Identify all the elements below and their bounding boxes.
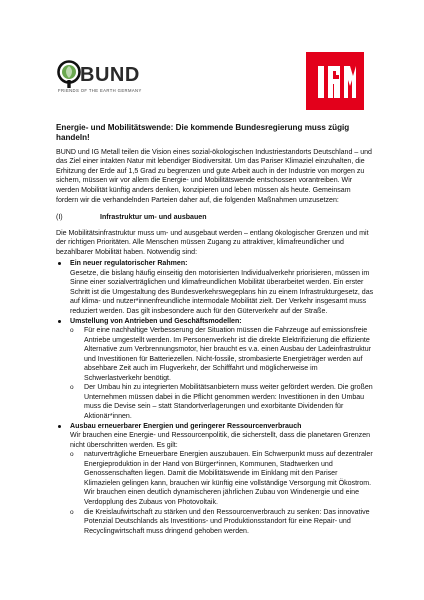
document-body bbox=[56, 123, 374, 536]
list-item bbox=[56, 422, 374, 537]
list-item bbox=[56, 317, 374, 422]
sub-list-item: o die Kreislaufwirtschaft zu stärken und den Ressourcenverbrauch zu senken: Das innovative Potenzial Deutschlands als Investitions- und Produktionsstandort für eine Repair- und Recyclingwirtschaft muss dringend gehoben werden. bbox=[70, 508, 374, 537]
section-heading bbox=[56, 213, 374, 223]
sub-list bbox=[70, 450, 374, 536]
bund-wordmark: BUND bbox=[80, 64, 140, 86]
bullet-heading: Ein neuer regulatorischer Rahmen: bbox=[70, 260, 188, 268]
demands-list bbox=[56, 259, 374, 536]
document-title: Energie- und Mobilitätswende: Die kommende Bundesregierung muss zügig handeln! bbox=[56, 123, 350, 143]
intro-paragraph: BUND und IG Metall teilen die Vision eines sozial-ökologischen Industriestandorts Deutschland – und das Ziel einer intakten Natur mit lebendiger Biodiversität. Um das Pariser Klimaziel einzuhalten, die Erhitzung der Erde auf 1,5 Grad zu begrenzen und gute Arbeit auch in der Industrie von morgen zu sichern, müssen wir vor allem die Energie- und Mobilitätswende entschossen vorantreiben. Wir werden Mobilität künftig anders denken, konzipieren und leben müssen als heute. Gemeinsam fordern wir die verhandelnden Parteien daher auf, die folgenden Maßnahmen umzusetzen: bbox=[56, 148, 372, 204]
bund-logo bbox=[56, 56, 166, 102]
ig-metall-logo bbox=[306, 52, 364, 110]
bund-tagline: FRIENDS OF THE EARTH GERMANY bbox=[58, 88, 142, 93]
section-number: (I) bbox=[56, 214, 63, 222]
bullet-heading: Umstellung von Antrieben und Geschäftsmodellen: bbox=[70, 317, 242, 325]
bullet-heading: Ausbau erneuerbarer Energien und geringerer Ressourcenverbrauch bbox=[70, 422, 302, 430]
bund-leaf-icon bbox=[56, 60, 82, 90]
bullet-text: Gesetze, die bislang häufig einseitig den motorisierten Individualverkehr priorisieren, müssen im Sinne einer sozialverträglichen und klimafreundlichen Mobilität überarbeitet werden. Ein erster Schritt ist die Umgestaltung des Bundesverkehrswegeplans hin zu einem Infrastrukturgesetz, das auf klima- und nutzer*innenfreundliche intermodale Mobilität zielt. Der Verkehr insgesamt muss reduziert werden. Das gilt insbesondere auch für den Güterverkehr auf der Straße. bbox=[70, 269, 374, 316]
sub-list-item: o naturverträgliche Erneuerbare Energien auszubauen. Ein Schwerpunkt muss auf dezentraler Energieproduktion in der Hand von Bürger*innen, Kommunen, Stadtwerken und Genossenschaften liegen. Damit die Mobilitätswende im Einklang mit den Pariser Klimazielen gelingen kann, brauchen wir künftig eine vollständige Versorgung mit Ökostrom. Wir brauchen einen deutlich dynamischeren jährlichen Zubau von Windenergie und eine Verdopplung des Zubaus von Photovoltaik. bbox=[70, 450, 374, 507]
ig-metall-logo-icon bbox=[306, 52, 364, 110]
list-item bbox=[56, 259, 374, 316]
section-title: Infrastruktur um- und ausbauen bbox=[100, 214, 207, 222]
sub-list bbox=[70, 326, 374, 421]
bullet-text: Wir brauchen eine Energie- und Ressourcenpolitik, die sicherstellt, dass die planetaren Grenzen nicht überschritten werden. Es gilt: bbox=[70, 432, 371, 449]
sub-list-item: o Für eine nachhaltige Verbesserung der Situation müssen die Fahrzeuge auf emissionsfreie Antriebe umgestellt werden. Im Personenverkehr ist die direkte Elektrifizierung die effiziente Alternative zum Verbrennungsmotor, hier braucht es v.a. einen Ausbau der Ladeinfrastruktur und Investitionen für Batteriezellen. Nicht-fossile, strombasierte Energieträger werden auf absehbare Zeit auch im Flugverkehr, der Schifffahrt und möglicherweise im Schwerlastverkehr benötigt. bbox=[70, 326, 374, 383]
section-intro: Die Mobilitätsinfrastruktur muss um- und ausgebaut werden – entlang ökologischer Grenzen und mit der richtigen Prioritäten. Alle Menschen müssen Zugang zu attraktiver, klimafreundlicher und bezahlbarer Mobilität haben. Notwendig sind: bbox=[56, 229, 369, 256]
sub-list-item: o Der Umbau hin zu integrierten Mobilitätsanbietern muss weiter gefördert werden. Die großen Unternehmen müssen dabei in die Pflicht genommen werden: Investitionen in den Umbau muss die Devise sein – statt Standortverlagerungen und exorbitante Dividenden für Aktionär*innen. bbox=[70, 383, 374, 421]
